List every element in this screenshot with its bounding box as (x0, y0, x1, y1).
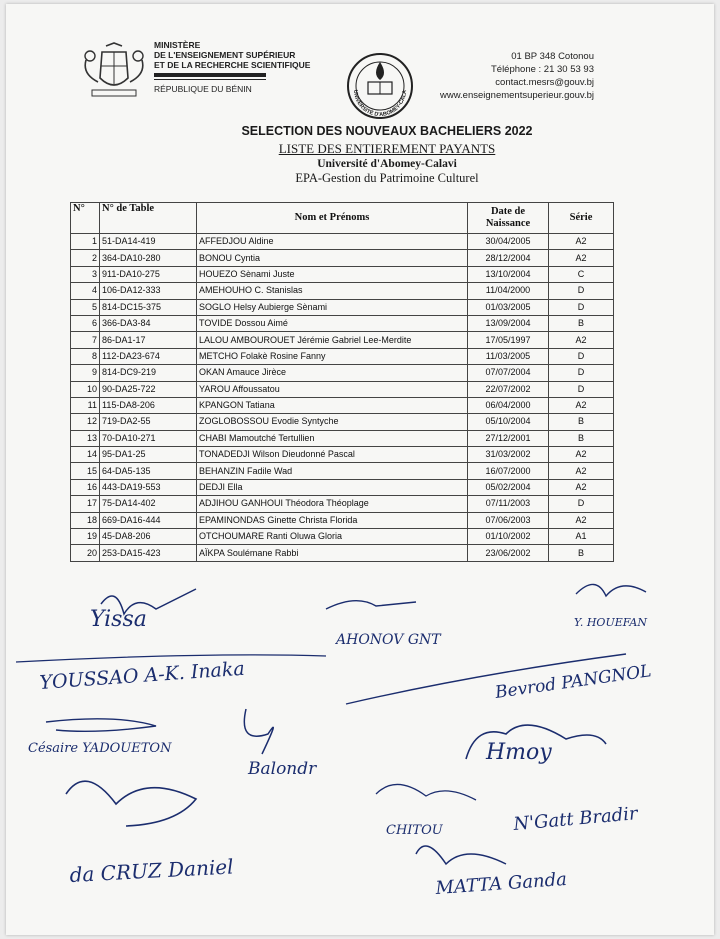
cell-table-no: 115-DA8-206 (100, 397, 197, 413)
ministry-line-3: ET DE LA RECHERCHE SCIENTIFIQUE (154, 60, 311, 70)
cell-birth-date: 17/05/1997 (468, 332, 549, 348)
table-row (71, 315, 614, 331)
cell-no: 1 (71, 234, 100, 250)
document-titles (6, 124, 714, 186)
cell-no: 8 (71, 348, 100, 364)
header-no: N° (71, 203, 100, 234)
signature-11: da CRUZ Daniel (69, 854, 235, 887)
cell-birth-date: 27/12/2001 (468, 430, 549, 446)
contact-website: www.enseignementsuperieur.gouv.bj (439, 90, 594, 101)
cell-birth-date: 01/10/2002 (468, 529, 549, 545)
signature-9: CHITOU (386, 823, 443, 838)
cell-serie: B (549, 315, 614, 331)
benin-coat-of-arms-icon (78, 42, 150, 100)
bacheliers-table (70, 202, 614, 562)
cell-no: 20 (71, 545, 100, 561)
cell-table-no: 86-DA1-17 (100, 332, 197, 348)
signature-5: Bevrod PANGNOL (493, 661, 653, 703)
cell-birth-date: 22/07/2002 (468, 381, 549, 397)
cell-name: BONOU Cyntia (197, 250, 468, 266)
cell-name: SOGLO Helsy Aubierge Sènami (197, 299, 468, 315)
header-rule-thin (154, 79, 266, 80)
cell-no: 15 (71, 463, 100, 479)
cell-name: LALOU AMBOUROUET Jérémie Gabriel Lee-Merdite (197, 332, 468, 348)
cell-table-no: 364-DA10-280 (100, 250, 197, 266)
cell-serie: A2 (549, 234, 614, 250)
header-serie: Série (549, 203, 614, 234)
cell-name: TOVIDE Dossou Aimé (197, 315, 468, 331)
table-row (71, 234, 614, 250)
cell-no: 3 (71, 266, 100, 282)
cell-birth-date: 13/09/2004 (468, 315, 549, 331)
cell-no: 19 (71, 529, 100, 545)
cell-serie: A1 (549, 529, 614, 545)
ministry-line-2: DE L'ENSEIGNEMENT SUPÉRIEUR (154, 50, 296, 60)
university-name: Université d'Abomey-Calavi (317, 158, 457, 170)
cell-no: 7 (71, 332, 100, 348)
cell-table-no: 95-DA1-25 (100, 447, 197, 463)
signature-7: Balondr (248, 759, 317, 779)
cell-table-no: 64-DA5-135 (100, 463, 197, 479)
table-row (71, 463, 614, 479)
cell-table-no: 70-DA10-271 (100, 430, 197, 446)
table-row (71, 283, 614, 299)
cell-serie: D (549, 365, 614, 381)
signature-3: Y. HOUEFAN (574, 616, 647, 629)
table-row (71, 381, 614, 397)
table-header-row (71, 203, 614, 234)
ministry-line-1: MINISTÈRE (154, 40, 201, 50)
cell-table-no: 366-DA3-84 (100, 315, 197, 331)
cell-birth-date: 05/10/2004 (468, 414, 549, 430)
document-title: SELECTION DES NOUVEAUX BACHELIERS 2022 (241, 124, 533, 138)
cell-serie: A2 (549, 512, 614, 528)
cell-birth-date: 11/04/2000 (468, 283, 549, 299)
cell-no: 13 (71, 430, 100, 446)
contact-bp: 01 BP 348 Cotonou (511, 51, 594, 62)
table-row (71, 332, 614, 348)
cell-name: TONADEDJI Wilson Dieudonné Pascal (197, 447, 468, 463)
cell-serie: D (549, 381, 614, 397)
table-row (71, 414, 614, 430)
cell-serie: A2 (549, 447, 614, 463)
header-name: Nom et Prénoms (197, 203, 468, 234)
cell-serie: A2 (549, 250, 614, 266)
cell-no: 9 (71, 365, 100, 381)
cell-table-no: 814-DC15-375 (100, 299, 197, 315)
table-row (71, 250, 614, 266)
cell-table-no: 106-DA12-333 (100, 283, 197, 299)
cell-name: DEDJI Ella (197, 479, 468, 495)
table-row (71, 545, 614, 561)
cell-table-no: 75-DA14-402 (100, 496, 197, 512)
uac-logo-text: UNIVERSITÉ D'ABOMEY-CALA (351, 89, 409, 119)
signatures-area (6, 564, 714, 934)
cell-name: CHABI Mamoutché Tertullien (197, 430, 468, 446)
cell-birth-date: 01/03/2005 (468, 299, 549, 315)
cell-no: 14 (71, 447, 100, 463)
cell-table-no: 719-DA2-55 (100, 414, 197, 430)
document-subtitle: LISTE DES ENTIEREMENT PAYANTS (278, 141, 496, 156)
cell-serie: D (549, 299, 614, 315)
uac-logo-icon (342, 50, 418, 120)
ministry-name (154, 40, 310, 70)
signature-12: MATTA Ganda (434, 868, 568, 899)
header-table-no: N° de Table (100, 203, 197, 234)
contact-email: contact.mesrs@gouv.bj (495, 77, 594, 88)
signature-2: AHONOV GNT (336, 632, 441, 648)
cell-no: 4 (71, 283, 100, 299)
signature-1: Yissa (90, 607, 147, 632)
cell-name: AFFEDJOU Aldine (197, 234, 468, 250)
header-birth-date (468, 203, 549, 234)
cell-no: 11 (71, 397, 100, 413)
cell-name: METCHO Folakè Rosine Fanny (197, 348, 468, 364)
cell-no: 12 (71, 414, 100, 430)
cell-no: 16 (71, 479, 100, 495)
republic-label: RÉPUBLIQUE DU BÉNIN (154, 84, 252, 94)
cell-birth-date: 28/12/2004 (468, 250, 549, 266)
cell-table-no: 253-DA15-423 (100, 545, 197, 561)
table-row (71, 512, 614, 528)
table-row (71, 430, 614, 446)
table-row (71, 496, 614, 512)
cell-serie: D (549, 496, 614, 512)
cell-name: HOUEZO Sènami Juste (197, 266, 468, 282)
table-row (71, 447, 614, 463)
cell-birth-date: 07/07/2004 (468, 365, 549, 381)
cell-no: 17 (71, 496, 100, 512)
cell-name: OKAN Amauce Jirèce (197, 365, 468, 381)
cell-table-no: 45-DA8-206 (100, 529, 197, 545)
signature-6: Césaire YADOUETON (28, 741, 172, 756)
cell-serie: B (549, 545, 614, 561)
cell-birth-date: 11/03/2005 (468, 348, 549, 364)
header-rule (154, 73, 266, 77)
table-row (71, 397, 614, 413)
cell-serie: D (549, 348, 614, 364)
cell-table-no: 443-DA19-553 (100, 479, 197, 495)
cell-serie: D (549, 283, 614, 299)
table-row (71, 365, 614, 381)
contact-block (440, 50, 594, 102)
cell-table-no: 51-DA14-419 (100, 234, 197, 250)
header-birth-line-2: Naissance (485, 218, 531, 229)
cell-name: ZOGLOBOSSOU Evodie Syntyche (197, 414, 468, 430)
signature-4: YOUSSAO A-K. Inaka (38, 657, 246, 694)
cell-name: BEHANZIN Fadile Wad (197, 463, 468, 479)
cell-name: AÏKPA Soulémane Rabbi (197, 545, 468, 561)
cell-serie: B (549, 414, 614, 430)
document-page (6, 4, 714, 935)
cell-serie: A2 (549, 332, 614, 348)
cell-name: AMEHOUHO C. Stanislas (197, 283, 468, 299)
signature-8: Hmoy (486, 740, 552, 765)
cell-birth-date: 06/04/2000 (468, 397, 549, 413)
cell-birth-date: 07/06/2003 (468, 512, 549, 528)
cell-name: OTCHOUMARE Ranti Oluwa Gloria (197, 529, 468, 545)
cell-serie: A2 (549, 463, 614, 479)
cell-name: ADJIHOU GANHOUI Théodora Théoplage (197, 496, 468, 512)
cell-table-no: 90-DA25-722 (100, 381, 197, 397)
cell-birth-date: 05/02/2004 (468, 479, 549, 495)
cell-no: 6 (71, 315, 100, 331)
cell-name: EPAMINONDAS Ginette Christa Florida (197, 512, 468, 528)
cell-serie: A2 (549, 397, 614, 413)
cell-birth-date: 23/06/2002 (468, 545, 549, 561)
cell-serie: A2 (549, 479, 614, 495)
cell-no: 5 (71, 299, 100, 315)
cell-no: 18 (71, 512, 100, 528)
table-row (71, 529, 614, 545)
cell-name: KPANGON Tatiana (197, 397, 468, 413)
cell-birth-date: 07/11/2003 (468, 496, 549, 512)
header-birth-line-1: Date de (490, 206, 526, 217)
cell-birth-date: 31/03/2002 (468, 447, 549, 463)
cell-table-no: 112-DA23-674 (100, 348, 197, 364)
table-row (71, 479, 614, 495)
cell-no: 2 (71, 250, 100, 266)
cell-no: 10 (71, 381, 100, 397)
cell-birth-date: 13/10/2004 (468, 266, 549, 282)
table-row (71, 266, 614, 282)
signature-10: N'Gatt Bradir (512, 803, 639, 835)
cell-table-no: 814-DC9-219 (100, 365, 197, 381)
contact-phone: Téléphone : 21 30 53 93 (490, 64, 594, 75)
cell-serie: C (549, 266, 614, 282)
cell-birth-date: 16/07/2000 (468, 463, 549, 479)
cell-name: YAROU Affoussatou (197, 381, 468, 397)
school-name: EPA-Gestion du Patrimoine Culturel (295, 171, 479, 185)
cell-table-no: 911-DA10-275 (100, 266, 197, 282)
table-row (71, 299, 614, 315)
cell-birth-date: 30/04/2005 (468, 234, 549, 250)
cell-table-no: 669-DA16-444 (100, 512, 197, 528)
table-row (71, 348, 614, 364)
cell-serie: B (549, 430, 614, 446)
